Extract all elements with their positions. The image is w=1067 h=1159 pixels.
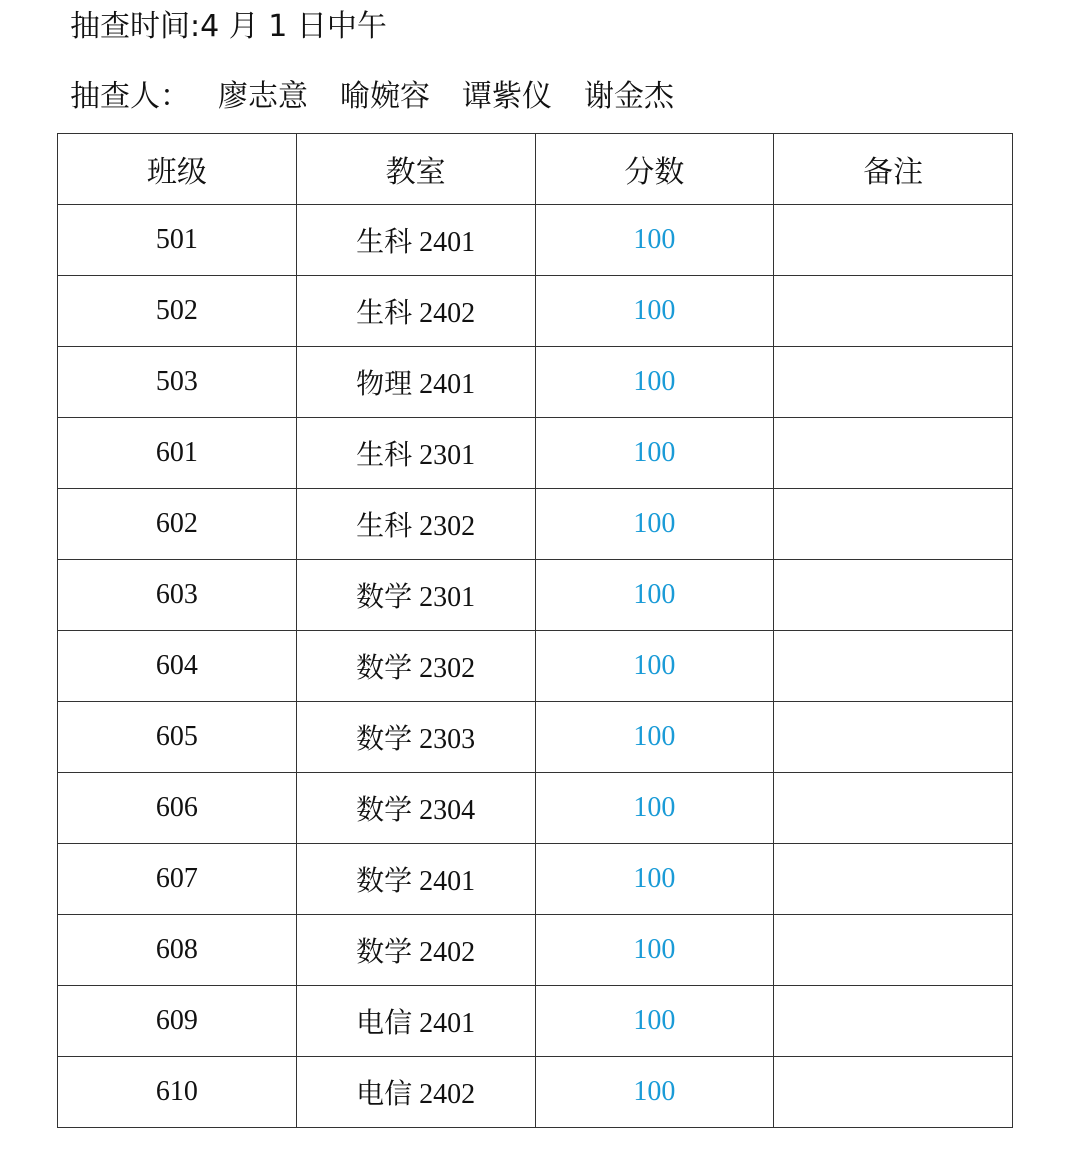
- room-cell: [296, 844, 535, 915]
- table-body: [58, 205, 1013, 1128]
- class-cell: 604: [58, 631, 297, 702]
- note-cell: [774, 489, 1013, 560]
- class-cell: 503: [58, 347, 297, 418]
- room-cell: [296, 702, 535, 773]
- table-row: [58, 418, 1013, 489]
- inspector-name: 谭紫仪: [462, 79, 552, 114]
- room-name: 数学: [356, 793, 413, 826]
- room-number: 2402: [419, 937, 476, 968]
- note-cell: [774, 986, 1013, 1057]
- room-cell: [296, 915, 535, 986]
- room-name: 生科: [356, 509, 413, 542]
- class-cell: 606: [58, 773, 297, 844]
- room-number: 2304: [419, 795, 476, 826]
- score-cell: 100: [535, 986, 774, 1057]
- room-cell: [296, 986, 535, 1057]
- inspectors-label: 抽查人：: [70, 79, 190, 114]
- room-number: 2303: [419, 724, 476, 755]
- room-number: 2301: [419, 440, 476, 471]
- class-cell: 605: [58, 702, 297, 773]
- room-cell: [296, 1057, 535, 1128]
- score-cell: 100: [535, 205, 774, 276]
- room-cell: [296, 773, 535, 844]
- score-cell: 100: [535, 844, 774, 915]
- class-cell: 610: [58, 1057, 297, 1128]
- room-cell: [296, 560, 535, 631]
- room-name: 物理: [356, 367, 413, 400]
- room-name: 生科: [356, 438, 413, 471]
- note-cell: [774, 276, 1013, 347]
- table-row: [58, 915, 1013, 986]
- table-row: [58, 844, 1013, 915]
- note-cell: [774, 1057, 1013, 1128]
- score-cell: 100: [535, 560, 774, 631]
- column-header-note: 备注: [774, 134, 1013, 205]
- room-name: 数学: [356, 651, 413, 684]
- score-cell: 100: [535, 347, 774, 418]
- score-cell: 100: [535, 702, 774, 773]
- class-cell: 603: [58, 560, 297, 631]
- note-cell: [774, 773, 1013, 844]
- note-cell: [774, 560, 1013, 631]
- inspection-time: 抽查时间:4 月 1 日中午: [70, 9, 387, 44]
- score-cell: 100: [535, 631, 774, 702]
- room-cell: [296, 205, 535, 276]
- score-cell: 100: [535, 489, 774, 560]
- table-row: [58, 1057, 1013, 1128]
- room-number: 2302: [419, 653, 476, 684]
- note-cell: [774, 347, 1013, 418]
- room-cell: [296, 276, 535, 347]
- inspectors-line: [70, 79, 674, 114]
- table-row: [58, 205, 1013, 276]
- column-header-score: 分数: [535, 134, 774, 205]
- room-name: 生科: [356, 296, 413, 329]
- room-number: 2401: [419, 369, 476, 400]
- room-cell: [296, 489, 535, 560]
- table-header-row: [58, 134, 1013, 205]
- score-cell: 100: [535, 1057, 774, 1128]
- note-cell: [774, 844, 1013, 915]
- table-row: [58, 560, 1013, 631]
- class-cell: 601: [58, 418, 297, 489]
- inspection-score-table: [57, 133, 1013, 1128]
- inspector-name: 廖志意: [218, 79, 308, 114]
- table-row: [58, 631, 1013, 702]
- class-cell: 609: [58, 986, 297, 1057]
- table-row: [58, 489, 1013, 560]
- room-cell: [296, 347, 535, 418]
- table-row: [58, 276, 1013, 347]
- note-cell: [774, 915, 1013, 986]
- note-cell: [774, 205, 1013, 276]
- note-cell: [774, 702, 1013, 773]
- class-cell: 502: [58, 276, 297, 347]
- room-cell: [296, 631, 535, 702]
- table-row: [58, 986, 1013, 1057]
- room-number: 2401: [419, 1008, 476, 1039]
- room-name: 数学: [356, 580, 413, 613]
- room-name: 电信: [356, 1077, 413, 1110]
- column-header-class: 班级: [58, 134, 297, 205]
- score-cell: 100: [535, 276, 774, 347]
- score-cell: 100: [535, 418, 774, 489]
- room-number: 2401: [419, 227, 476, 258]
- room-number: 2402: [419, 1079, 476, 1110]
- inspector-name: 谢金杰: [584, 79, 674, 114]
- room-name: 电信: [356, 1006, 413, 1039]
- score-cell: 100: [535, 915, 774, 986]
- inspector-name: 喻婉容: [340, 79, 430, 114]
- column-header-room: 教室: [296, 134, 535, 205]
- table-row: [58, 347, 1013, 418]
- room-number: 2302: [419, 511, 476, 542]
- room-number: 2401: [419, 866, 476, 897]
- class-cell: 602: [58, 489, 297, 560]
- room-name: 生科: [356, 225, 413, 258]
- room-name: 数学: [356, 864, 413, 897]
- class-cell: 501: [58, 205, 297, 276]
- note-cell: [774, 418, 1013, 489]
- room-number: 2301: [419, 582, 476, 613]
- room-cell: [296, 418, 535, 489]
- room-number: 2402: [419, 298, 476, 329]
- room-name: 数学: [356, 722, 413, 755]
- table-row: [58, 702, 1013, 773]
- room-name: 数学: [356, 935, 413, 968]
- class-cell: 607: [58, 844, 297, 915]
- score-cell: 100: [535, 773, 774, 844]
- note-cell: [774, 631, 1013, 702]
- class-cell: 608: [58, 915, 297, 986]
- table-row: [58, 773, 1013, 844]
